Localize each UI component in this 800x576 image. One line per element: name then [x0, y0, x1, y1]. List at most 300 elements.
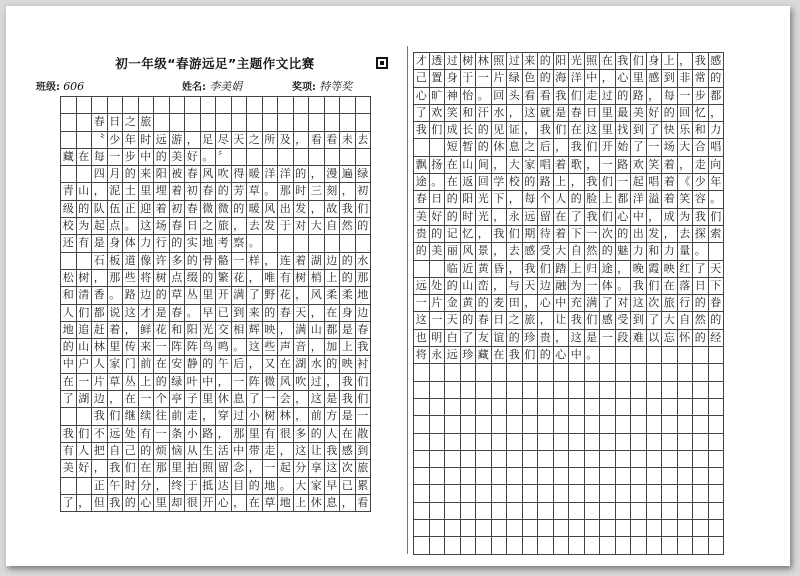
grid-cell: 段 [616, 330, 632, 347]
grid-cell: 骼 [216, 253, 232, 270]
grid-cell: 阳 [154, 166, 170, 183]
grid-cell [430, 399, 446, 416]
grid-cell: 魅 [616, 243, 632, 260]
grid-cell: 每 [662, 88, 678, 105]
grid-cell [278, 114, 294, 131]
grid-cell: 每 [523, 191, 539, 208]
grid-cell: 和 [647, 243, 663, 260]
grid-cell: 。 [108, 287, 124, 304]
grid-cell [77, 408, 93, 425]
grid-cell [647, 520, 663, 537]
grid-cell: 前 [309, 408, 325, 425]
grid-cell: 初 [170, 201, 186, 218]
grid-cell: 远 [108, 426, 124, 443]
grid-cell [325, 97, 341, 114]
grid-cell: 被 [170, 166, 186, 183]
award-label: 奖项: [292, 82, 316, 93]
grid-cell: 春 [185, 201, 201, 218]
grid-cell [600, 503, 616, 520]
grid-cell: 的 [154, 287, 170, 304]
grid-cell: ， [554, 330, 570, 347]
grid-cell [709, 485, 725, 502]
grid-cell: 起 [631, 174, 647, 191]
grid-cell: 来 [139, 166, 155, 183]
grid-cell: 之 [523, 139, 539, 156]
grid-cell: 家 [108, 356, 124, 373]
grid-cell: 是 [340, 322, 356, 339]
grid-cell [414, 485, 430, 502]
grid-cell [585, 468, 601, 485]
grid-cell: 叶 [185, 374, 201, 391]
grid-cell: 那 [356, 270, 372, 287]
grid-cell [616, 451, 632, 468]
grid-cell: 大 [309, 218, 325, 235]
grid-cell: 山 [461, 278, 477, 295]
grid-cell: 土 [123, 183, 139, 200]
grid-cell [414, 468, 430, 485]
grid-cell [678, 399, 694, 416]
grid-cell: 继 [123, 408, 139, 425]
grid-cell [631, 364, 647, 381]
grid-cell: 路 [201, 426, 217, 443]
grid-cell: 下 [569, 226, 585, 243]
grid-cell [461, 485, 477, 502]
grid-cell [414, 434, 430, 451]
grid-cell: 里 [108, 339, 124, 356]
grid-cell: 时 [294, 183, 310, 200]
grid-cell: 柔 [340, 287, 356, 304]
grid-cell: 丛 [185, 287, 201, 304]
grid-cell: ， [616, 261, 632, 278]
grid-cell [600, 416, 616, 433]
grid-cell [123, 97, 139, 114]
grid-cell: 上 [554, 174, 570, 191]
grid-cell: 洋 [278, 166, 294, 183]
grid-cell: 把 [92, 443, 108, 460]
grid-cell: 草 [247, 183, 263, 200]
grid-cell [201, 97, 217, 114]
grid-cell: 边 [92, 391, 108, 408]
grid-cell: 上 [139, 374, 155, 391]
grid-cell: 里 [201, 391, 217, 408]
grid-cell [569, 503, 585, 520]
grid-cell [523, 434, 539, 451]
grid-cell: ， [232, 218, 248, 235]
grid-cell: 安 [170, 356, 186, 373]
grid-cell: 的 [340, 253, 356, 270]
grid-cell [585, 520, 601, 537]
grid-cell: 途 [600, 261, 616, 278]
grid-cell: 在 [61, 374, 77, 391]
grid-cell: 暖 [247, 201, 263, 218]
grid-cell: 地 [263, 478, 279, 495]
grid-cell: 也 [414, 330, 430, 347]
grid-cell: 柔 [325, 287, 341, 304]
grid-cell: 心 [414, 88, 430, 105]
grid-cell: 的 [414, 243, 430, 260]
grid-cell: 辉 [247, 322, 263, 339]
grid-cell [693, 382, 709, 399]
grid-cell: 发 [263, 218, 279, 235]
grid-cell [414, 416, 430, 433]
grid-cell: 一 [154, 426, 170, 443]
grid-cell [476, 451, 492, 468]
grid-cell: 阳 [461, 191, 477, 208]
grid-cell: 的 [476, 122, 492, 139]
grid-cell: 都 [709, 88, 725, 105]
grid-cell: 点 [170, 270, 186, 287]
grid-cell: 们 [507, 226, 523, 243]
grid-cell: 永 [507, 209, 523, 226]
grid-cell [538, 468, 554, 485]
grid-cell: 分 [294, 460, 310, 477]
grid-cell [461, 416, 477, 433]
grid-cell: 于 [461, 70, 477, 87]
grid-cell: 的 [662, 105, 678, 122]
grid-cell: 们 [600, 209, 616, 226]
grid-cell: 的 [139, 443, 155, 460]
grid-cell: 在 [154, 356, 170, 373]
grid-cell: 在 [554, 209, 570, 226]
grid-cell [709, 416, 725, 433]
grid-cell [569, 399, 585, 416]
grid-cell: 们 [77, 305, 93, 322]
grid-cell: 林 [278, 408, 294, 425]
grid-cell [600, 485, 616, 502]
grid-cell [232, 114, 248, 131]
grid-cell [507, 399, 523, 416]
grid-cell: 风 [278, 374, 294, 391]
grid-cell: 不 [92, 426, 108, 443]
grid-cell: 骨 [201, 253, 217, 270]
grid-cell: 的 [538, 53, 554, 70]
grid-cell [185, 114, 201, 131]
grid-cell: ， [92, 183, 108, 200]
grid-cell: 前 [170, 408, 186, 425]
grid-cell: 在 [139, 460, 155, 477]
grid-cell: 场 [154, 218, 170, 235]
grid-cell: 有 [263, 426, 279, 443]
grid-cell [216, 114, 232, 131]
grid-cell: ， [278, 322, 294, 339]
grid-cell: 的 [201, 356, 217, 373]
grid-cell: 相 [232, 322, 248, 339]
grid-cell [414, 451, 430, 468]
grid-cell [139, 97, 155, 114]
grid-cell [461, 399, 477, 416]
grid-cell: ， [538, 312, 554, 329]
grid-cell [430, 139, 446, 156]
grid-cell [430, 261, 446, 278]
grid-cell: 这 [325, 460, 341, 477]
grid-cell [430, 503, 446, 520]
grid-cell: 很 [278, 426, 294, 443]
grid-cell: 些 [263, 339, 279, 356]
grid-cell: 行 [154, 235, 170, 252]
grid-cell: 的 [61, 339, 77, 356]
grid-cell [476, 382, 492, 399]
grid-cell: 春 [185, 166, 201, 183]
grid-cell: 。 [693, 243, 709, 260]
grid-cell: 上 [569, 261, 585, 278]
grid-cell: 和 [693, 122, 709, 139]
grid-cell: 的 [201, 270, 217, 287]
grid-cell: 中 [585, 70, 601, 87]
grid-cell: 那 [278, 183, 294, 200]
grid-cell: 人 [61, 305, 77, 322]
grid-cell: 树 [154, 270, 170, 287]
grid-cell [278, 149, 294, 166]
grid-cell: 和 [461, 105, 477, 122]
grid-cell: 探 [693, 226, 709, 243]
grid-cell: 野 [263, 287, 279, 304]
grid-cell: 的 [476, 295, 492, 312]
grid-cell: 之 [247, 132, 263, 149]
grid-cell: 过 [445, 53, 461, 70]
grid-cell: 映 [340, 356, 356, 373]
grid-cell: 体 [123, 235, 139, 252]
grid-cell: 场 [662, 139, 678, 156]
grid-cell: 自 [569, 243, 585, 260]
grid-cell [185, 97, 201, 114]
grid-cell: 好 [647, 105, 663, 122]
grid-cell [414, 261, 430, 278]
grid-cell: 感 [647, 70, 663, 87]
grid-cell: ， [569, 174, 585, 191]
grid-cell: 树 [461, 53, 477, 70]
grid-cell: 。 [430, 174, 446, 191]
grid-cell: 及 [278, 132, 294, 149]
grid-cell: 尽 [216, 132, 232, 149]
grid-cell: 天 [709, 261, 725, 278]
grid-cell: 我 [61, 426, 77, 443]
grid-cell [616, 485, 632, 502]
grid-cell [430, 468, 446, 485]
grid-cell: 我 [108, 495, 124, 512]
grid-cell: 美 [430, 243, 446, 260]
grid-cell: 向 [709, 157, 725, 174]
grid-cell: 的 [445, 209, 461, 226]
grid-cell [340, 114, 356, 131]
grid-cell [616, 503, 632, 520]
grid-cell: 水 [356, 253, 372, 270]
grid-cell: 友 [476, 330, 492, 347]
grid-cell [263, 235, 279, 252]
grid-cell: 中 [569, 347, 585, 364]
grid-cell [693, 364, 709, 381]
grid-cell: 了 [61, 495, 77, 512]
grid-cell: 行 [678, 295, 694, 312]
grid-cell: 初 [185, 183, 201, 200]
grid-cell: 休 [216, 391, 232, 408]
grid-cell: 乐 [678, 122, 694, 139]
grid-cell: 的 [123, 166, 139, 183]
grid-cell: 短 [445, 139, 461, 156]
grid-cell: ， [92, 460, 108, 477]
grid-cell [569, 468, 585, 485]
grid-cell: 发 [294, 201, 310, 218]
grid-cell [492, 537, 508, 554]
grid-cell: 的 [170, 235, 186, 252]
grid-cell [662, 399, 678, 416]
grid-cell: ， [77, 495, 93, 512]
grid-cell: 们 [600, 174, 616, 191]
grid-cell: 从 [185, 443, 201, 460]
grid-cell [569, 485, 585, 502]
grid-cell: 才 [414, 53, 430, 70]
grid-cell: 长 [461, 122, 477, 139]
grid-cell: 春 [170, 305, 186, 322]
grid-cell: 好 [185, 149, 201, 166]
grid-cell: 路 [538, 174, 554, 191]
grid-cell: 有 [77, 235, 93, 252]
grid-cell: 一 [154, 339, 170, 356]
grid-cell [647, 537, 663, 554]
grid-cell: 洋 [631, 191, 647, 208]
grid-cell: 我 [507, 347, 523, 364]
grid-cell [61, 478, 77, 495]
grid-cell: ， [247, 356, 263, 373]
qr-box-icon [376, 57, 388, 69]
grid-cell: ， [185, 132, 201, 149]
grid-cell: 着 [662, 174, 678, 191]
grid-cell [693, 503, 709, 520]
grid-cell: 麦 [492, 295, 508, 312]
grid-cell: 湖 [77, 391, 93, 408]
grid-cell: 去 [247, 218, 263, 235]
grid-cell [309, 235, 325, 252]
grid-cell [631, 485, 647, 502]
grid-cell: ， [662, 226, 678, 243]
grid-cell: ， [294, 391, 310, 408]
grid-cell: 了 [693, 261, 709, 278]
grid-cell: 草 [170, 287, 186, 304]
grid-cell: ， [216, 374, 232, 391]
grid-cell: 力 [139, 235, 155, 252]
grid-cell [294, 149, 310, 166]
grid-cell: 实 [185, 235, 201, 252]
grid-cell: 微 [216, 201, 232, 218]
grid-cell [631, 434, 647, 451]
grid-cell [631, 416, 647, 433]
grid-cell: 已 [216, 305, 232, 322]
grid-cell: 在 [340, 426, 356, 443]
grid-cell: 珍 [523, 330, 539, 347]
grid-cell [461, 451, 477, 468]
grid-cell: 的 [538, 70, 554, 87]
grid-cell: 然 [585, 243, 601, 260]
grid-cell: 记 [445, 226, 461, 243]
grid-cell: 的 [616, 88, 632, 105]
grid-cell: 一 [108, 149, 124, 166]
grid-cell: ， [247, 270, 263, 287]
grid-cell [569, 416, 585, 433]
grid-cell: 感 [600, 312, 616, 329]
grid-cell: 地 [61, 322, 77, 339]
grid-cell: 地 [201, 235, 217, 252]
grid-cell [538, 520, 554, 537]
grid-cell [263, 149, 279, 166]
grid-cell: 终 [170, 478, 186, 495]
grid-cell: 间 [476, 157, 492, 174]
grid-cell: 去 [678, 226, 694, 243]
grid-cell: 笑 [445, 105, 461, 122]
grid-cell [554, 399, 570, 416]
grid-cell: 红 [678, 261, 694, 278]
grid-cell: 远 [154, 132, 170, 149]
grid-cell: 头 [507, 88, 523, 105]
grid-cell [278, 97, 294, 114]
grid-cell: 吹 [294, 374, 310, 391]
grid-cell: 们 [569, 88, 585, 105]
grid-cell: 的 [77, 201, 93, 218]
grid-cell [445, 451, 461, 468]
grid-cell: ， [585, 157, 601, 174]
grid-cell [631, 503, 647, 520]
grid-cell: 梢 [309, 270, 325, 287]
grid-cell [430, 451, 446, 468]
grid-cell: 泥 [108, 183, 124, 200]
grid-cell: 片 [430, 295, 446, 312]
grid-cell: 大 [294, 478, 310, 495]
grid-cell [507, 382, 523, 399]
grid-cell: 。 [263, 183, 279, 200]
grid-cell: 忆 [461, 226, 477, 243]
grid-cell: 到 [631, 122, 647, 139]
grid-cell: 加 [325, 339, 341, 356]
grid-cell: 阳 [554, 53, 570, 70]
grid-cell: 们 [585, 312, 601, 329]
grid-cell: 感 [709, 53, 725, 70]
grid-cell: 暖 [247, 166, 263, 183]
grid-cell: 上 [600, 191, 616, 208]
grid-cell: 怡 [461, 88, 477, 105]
grid-cell [445, 537, 461, 554]
grid-cell [647, 399, 663, 416]
grid-cell: 边 [325, 253, 341, 270]
grid-cell [154, 114, 170, 131]
grid-cell [631, 537, 647, 554]
grid-cell: 草 [263, 495, 279, 512]
grid-cell: 这 [523, 105, 539, 122]
grid-cell: 天 [232, 132, 248, 149]
grid-cell [170, 97, 186, 114]
grid-cell: 追 [77, 322, 93, 339]
grid-cell: 们 [430, 122, 446, 139]
grid-cell [461, 537, 477, 554]
grid-cell [616, 382, 632, 399]
grid-cell [278, 235, 294, 252]
grid-cell: 有 [278, 270, 294, 287]
grid-cell: 吹 [216, 166, 232, 183]
grid-cell: 人 [92, 356, 108, 373]
grid-cell: 小 [247, 408, 263, 425]
grid-cell [538, 399, 554, 416]
grid-cell: 在 [123, 391, 139, 408]
grid-cell: 洋 [569, 70, 585, 87]
grid-cell: 春 [569, 105, 585, 122]
grid-cell: 藏 [476, 347, 492, 364]
grid-cell: 在 [278, 356, 294, 373]
grid-cell: 。 [185, 305, 201, 322]
grid-cell [356, 235, 372, 252]
grid-cell: 置 [430, 70, 446, 87]
grid-cell: 次 [600, 226, 616, 243]
grid-cell: 多 [294, 426, 310, 443]
grid-cell: 自 [108, 443, 124, 460]
grid-cell: 非 [678, 70, 694, 87]
grid-cell [247, 97, 263, 114]
